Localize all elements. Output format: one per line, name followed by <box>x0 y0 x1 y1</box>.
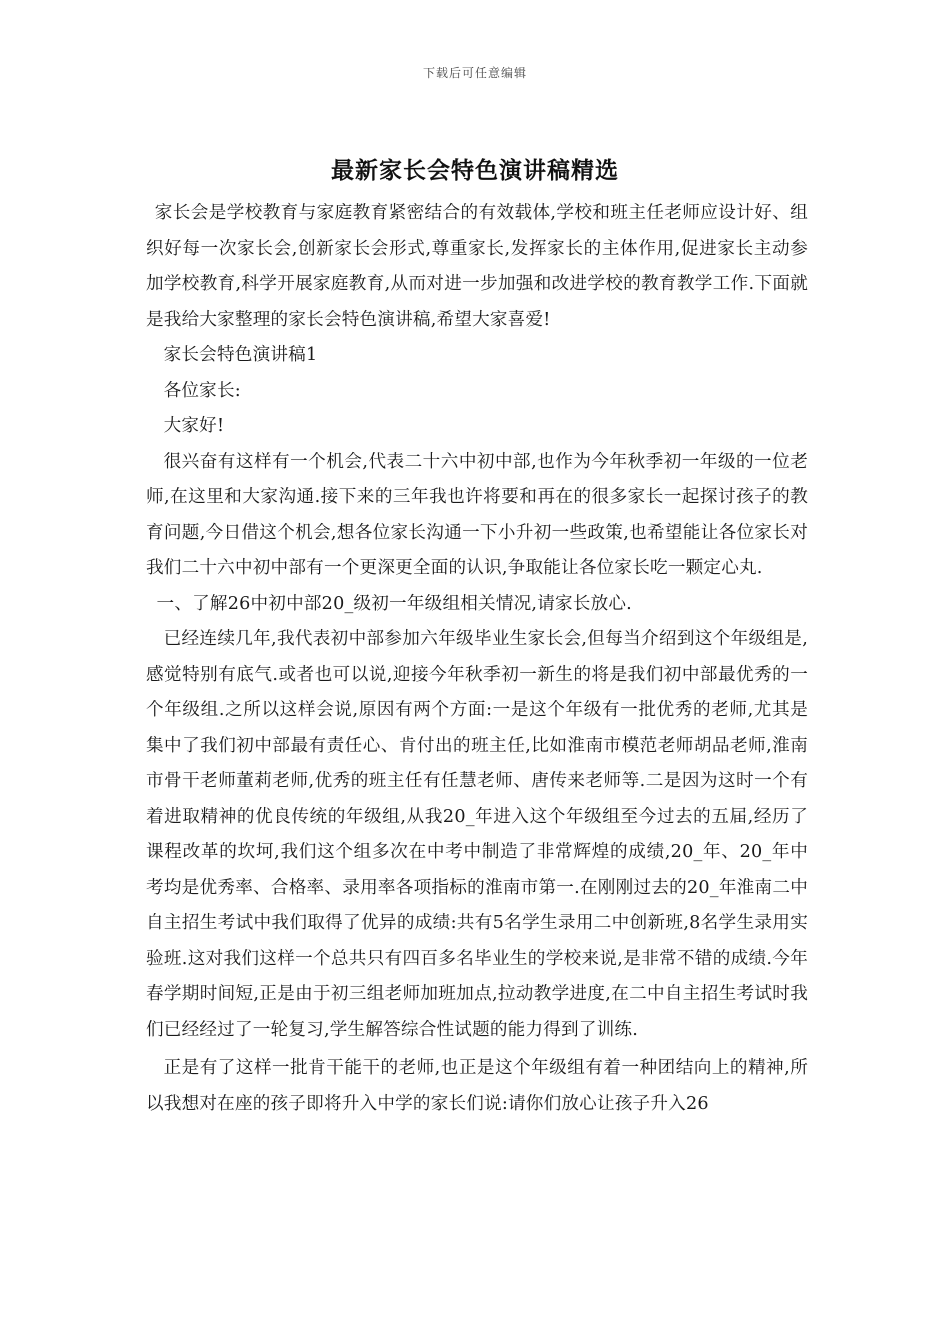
section-heading: 一、了解26中初中部20_级初一年级组相关情况,请家长放心. <box>156 593 632 614</box>
body-paragraph: 正是有了这样一批肯干能干的老师,也正是这个年级组有着一种团结向上的精神,所以我想对在座的孩子即将升入中学的家长们说:请你们放心让孩子升入26 <box>146 1058 808 1114</box>
salutation: 各位家长: <box>163 380 241 401</box>
speech-heading: 家长会特色演讲稿1 <box>163 345 318 365</box>
header-note: 下载后可任意编辑 <box>422 66 527 80</box>
greeting: 大家好! <box>163 416 225 436</box>
body-paragraph: 很兴奋有这样有一个机会,代表二十六中初中部,也作为今年秋季初一年级的一位老师,在这里和大家沟通.接下来的三年我也许将要和再在的很多家长一起探讨孩子的教育问题,今日借这个机会,想各位家长沟通一下小升初一些政策,也希望能让各位家长对我们二十六中初中部有一个更深更全面的认识,争取能让各位家长吃一颗定心丸. <box>146 451 808 578</box>
document-body <box>146 196 808 1122</box>
document-title: 最新家长会特色演讲稿精选 <box>331 157 619 184</box>
body-paragraph: 已经连续几年,我代表初中部参加六年级毕业生家长会,但每当介绍到这个年级组是,感觉特别有底气.或者也可以说,迎接今年秋季初一新生的将是我们初中部最优秀的一个年级组.之所以这样会说,原因有两个方面:一是这个年级有一批优秀的老师,尤其是集中了我们初中部最有责任心、肯付出的班主任,比如淮南市模范老师胡品老师,淮南市骨干老师董莉老师,优秀的班主任有任慧老师、唐传来老师等.二是因为这时一个有着进取精神的优良传统的年级组,从我20_年进入这个年级组至今过去的五届,经历了课程改革的坎坷,我们这个组多次在中考中制造了非常辉煌的成绩,20_年、20_年中考均是优秀率、合格率、录用率各项指标的淮南市第一.在刚刚过去的20_年淮南二中自主招生考试中我们取得了优异的成绩:共有5名学生录用二中创新班,8名学生录用实验班.这对我们这样一个总共只有四百多名毕业生的学校来说,是非常不错的成绩.今年春学期时间短,正是由于初三组老师加班加点,拉动教学进度,在二中自主招生考试时我们已经经过了一轮复习,学生解答综合性试题的能力得到了训练. <box>146 629 808 1040</box>
intro-paragraph: 家长会是学校教育与家庭教育紧密结合的有效载体,学校和班主任老师应设计好、组织好每一次家长会,创新家长会形式,尊重家长,发挥家长的主体作用,促进家长主动参加学校教育,科学开展家庭教育,从而对进一步加强和改进学校的教育教学工作.下面就是我给大家整理的家长会特色演讲稿,希望大家喜爱! <box>146 203 808 330</box>
